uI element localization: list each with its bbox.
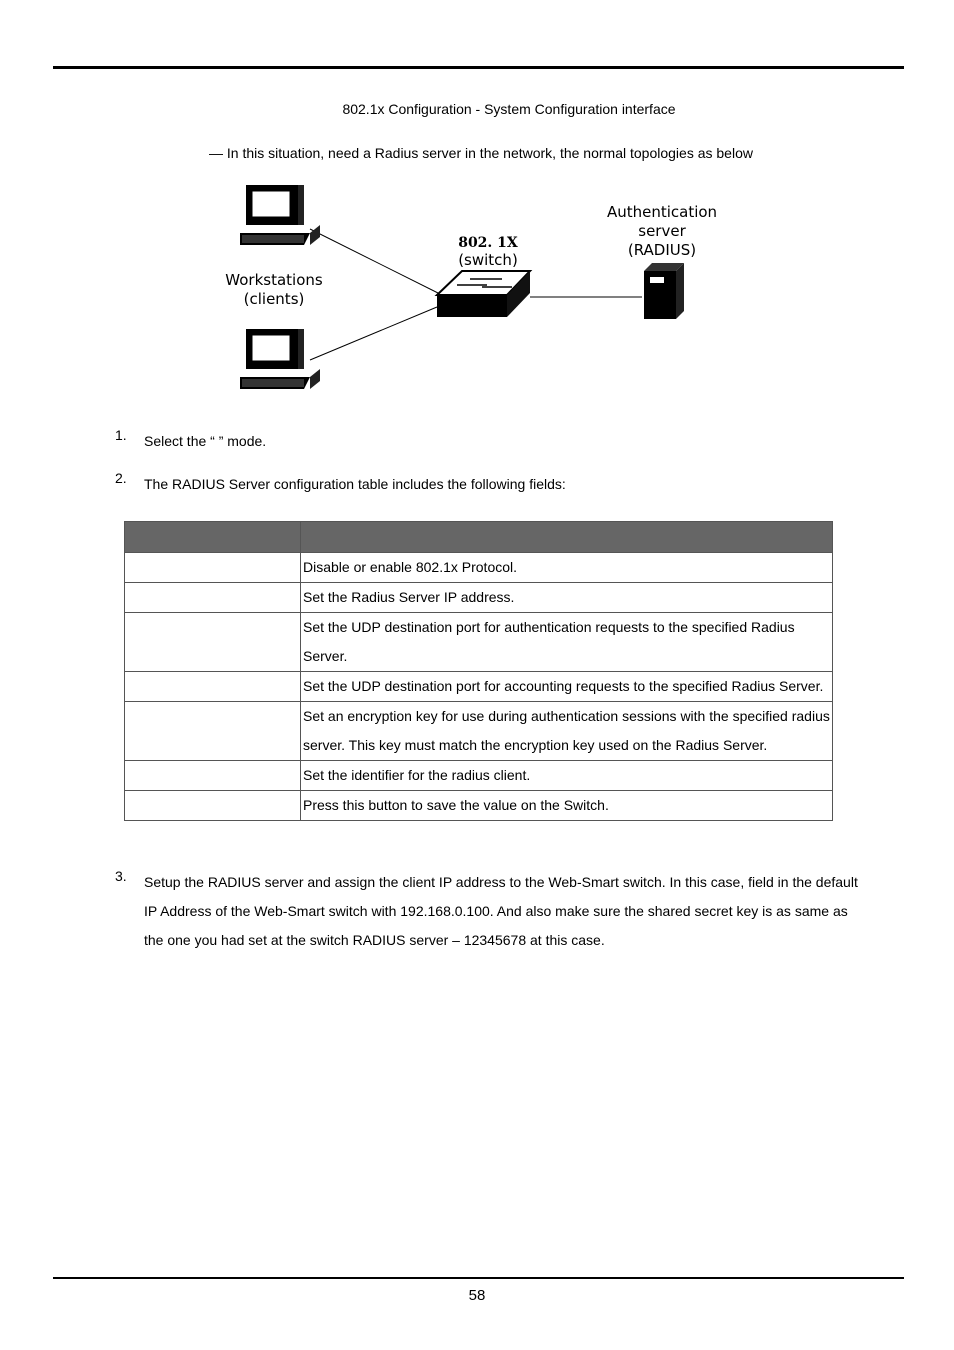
workstations-label-sub: (clients) xyxy=(243,290,305,308)
field-desc-cell: Set the identifier for the radius client. xyxy=(301,761,833,791)
field-desc-cell: Disable or enable 802.1x Protocol. xyxy=(301,553,833,583)
step-number: 1. xyxy=(115,427,127,443)
table-row xyxy=(125,613,833,672)
field-name-cell xyxy=(125,761,301,791)
step-text: The RADIUS Server configuration table includes the following fields: xyxy=(144,476,566,492)
field-desc-cell: Set the UDP destination port for accounting requests to the specified Radius Server. xyxy=(301,672,833,702)
switch-icon xyxy=(437,271,530,317)
field-name-cell xyxy=(125,583,301,613)
header-rule xyxy=(53,66,904,69)
radius-fields-table xyxy=(124,521,833,821)
field-desc-cell: Press this button to save the value on the Switch. xyxy=(301,791,833,821)
table-row xyxy=(125,553,833,583)
step-text: Select the “ ” mode. xyxy=(144,433,267,449)
table-header-row xyxy=(125,522,833,553)
table-row xyxy=(125,761,833,791)
switch-label: 802. 1X xyxy=(458,235,518,251)
step-text: Setup the RADIUS server and assign the client IP address to the Web-Smart switch. In this case, field in the default IP Address of the Web-Smart switch with 192.168.0.100. And also make sure the shared secret key is as same as the one you had set at the switch RADIUS server – 12345678 at this case. xyxy=(144,874,858,948)
step-number: 2. xyxy=(115,470,127,486)
switch-label-sub: (switch) xyxy=(458,251,518,269)
field-name-cell xyxy=(125,702,301,761)
field-name-cell xyxy=(125,791,301,821)
field-name-cell xyxy=(125,553,301,583)
field-name-cell xyxy=(125,613,301,672)
field-desc-cell: Set the UDP destination port for authentication requests to the specified Radius Server. xyxy=(301,613,833,672)
server-label-sub2: (RADIUS) xyxy=(627,241,697,259)
workstation-icon xyxy=(240,185,320,245)
server-label-sub: server xyxy=(638,222,686,240)
link-ws2-switch xyxy=(310,307,437,360)
link-ws1-switch xyxy=(310,229,442,295)
workstation-icon xyxy=(240,329,320,389)
page-number: 58 xyxy=(468,1287,486,1304)
table-row xyxy=(125,702,833,761)
table-row xyxy=(125,583,833,613)
step-number: 3. xyxy=(115,868,127,884)
header-cell-object xyxy=(125,522,301,553)
header-cell-description xyxy=(301,522,833,553)
server-icon xyxy=(644,263,684,319)
workstations-label: Workstations xyxy=(225,271,323,289)
field-name-cell xyxy=(125,672,301,702)
footer-rule xyxy=(53,1277,904,1279)
server-label: Authentication xyxy=(606,203,718,221)
table-row xyxy=(125,672,833,702)
field-desc-cell: Set the Radius Server IP address. xyxy=(301,583,833,613)
table-row xyxy=(125,791,833,821)
network-topology-diagram xyxy=(222,177,732,417)
field-desc-cell: Set an encryption key for use during authentication sessions with the specified radius server. This key must match the encryption key used on the Radius Server. xyxy=(301,702,833,761)
intro-text: — In this situation, need a Radius server in the network, the normal topologies as below xyxy=(209,145,753,161)
figure-caption: 802.1x Configuration - System Configuration interface xyxy=(342,101,676,117)
